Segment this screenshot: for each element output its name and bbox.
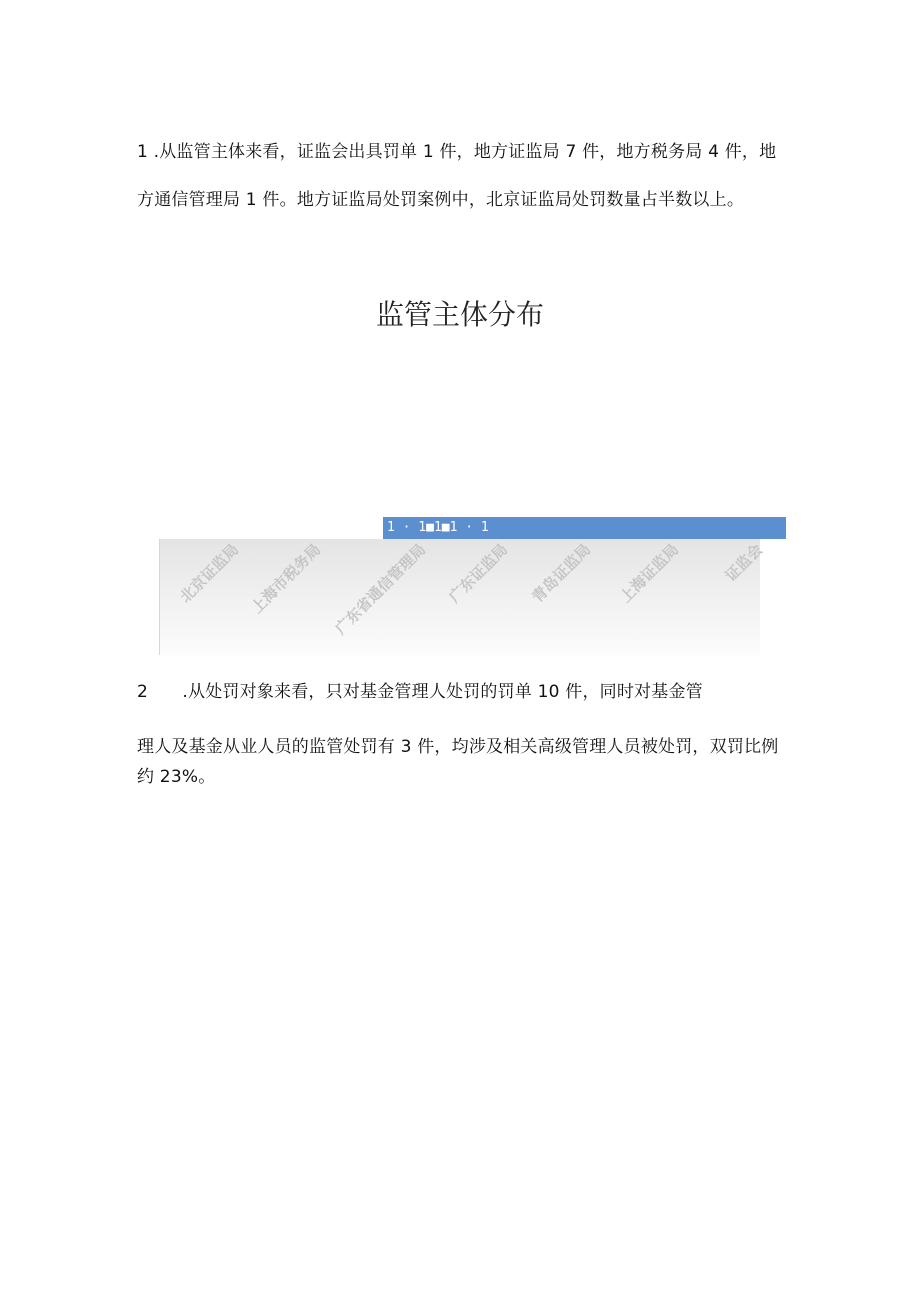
category-label: 上海市税务局: [247, 540, 325, 617]
category-label: 青岛证监局: [528, 540, 595, 607]
paragraph-regulator-summary: 1 .从监管主体来看，证监会出具罚单 1 件，地方证监局 7 件，地方税务局 4 件，地方通信管理局 1 件。地方证监局处罚案例中，北京证监局处罚数量占半数以上。: [137, 142, 777, 210]
paragraph-line: 理人及基金从业人员的监管处罚有 3 件，均涉及相关高级管理人员被处罚，双罚比例约 23%。: [137, 737, 779, 787]
chart-title: 监管主体分布: [375, 298, 544, 331]
chart-category-axis: [159, 539, 767, 655]
paragraph-line: 2 .从处罚对象来看，只对基金管理人处罚的罚单 10 件，同时对基金管: [137, 682, 703, 702]
category-label: 上海证监局: [616, 540, 683, 607]
category-label: 证监会: [721, 540, 767, 585]
category-label: 北京证监局: [176, 540, 243, 607]
chart-data-label-strip: 1 · 1■1■1 · 1: [383, 517, 786, 539]
category-label: 广东证监局: [445, 540, 512, 607]
category-label: 广东省通信管理局: [331, 540, 430, 639]
paragraph-penalty-target: [137, 677, 787, 792]
